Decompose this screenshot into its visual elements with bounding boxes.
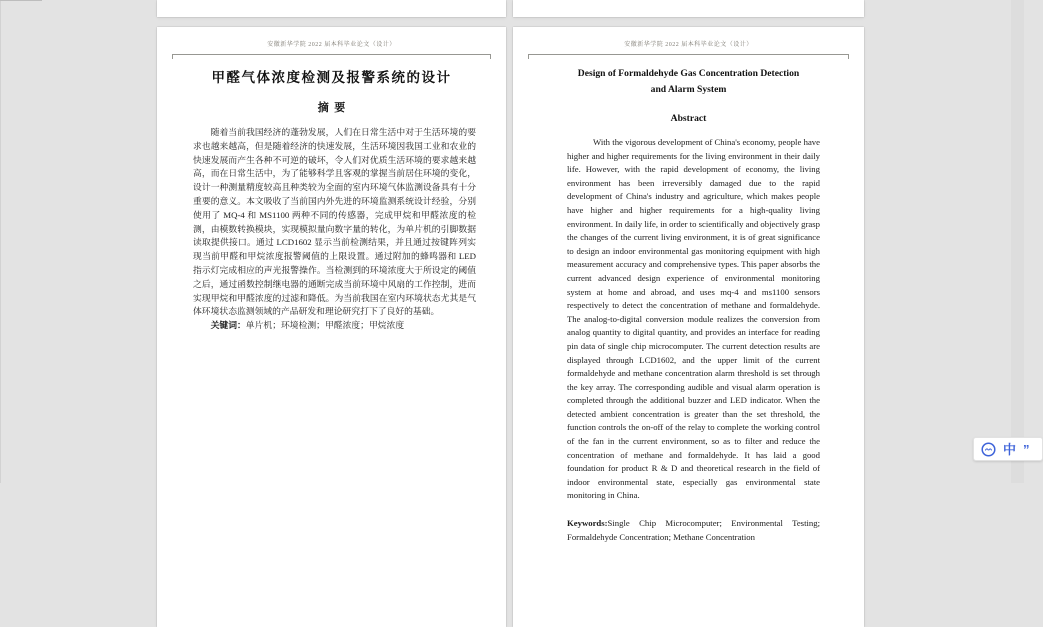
- thesis-title-english[interactable]: Design of Formaldehyde Gas Concentration Detection and Alarm System: [577, 68, 800, 95]
- abstract-body-chinese[interactable]: [193, 126, 476, 319]
- previous-page-left-bottom[interactable]: [157, 0, 506, 17]
- keywords-label-english: Keywords:: [567, 518, 608, 529]
- ime-status-bar[interactable]: [973, 437, 1043, 461]
- ime-logo-icon[interactable]: [981, 442, 996, 457]
- abstract-heading-chinese[interactable]: 摘 要: [317, 102, 346, 114]
- ime-mode-toggle[interactable]: 中: [1003, 441, 1017, 457]
- canvas-left-edge: [0, 0, 1, 483]
- canvas-right-edge: [1011, 0, 1024, 483]
- abstract-heading-english[interactable]: Abstract: [670, 113, 707, 124]
- keywords-value-chinese: 单片机；环境检测；甲醛浓度；甲烷浓度: [245, 320, 405, 331]
- previous-page-right-bottom[interactable]: [513, 0, 864, 17]
- abstract-paragraph-english[interactable]: With the vigorous development of China's economy, people have higher and higher requirements for the living environment in their daily life. However, with the rapid development of economy, the living environment has been irreversibly damaged due to the rapid development of China's industry and agriculture, which makes people have higher and higher requirements for a high-quality living environment. In daily life, in order to scientifically and objectively grasp the changes of the current living environment, it is of great significance to design an indoor environmental gas monitoring equipment with high measurement accuracy and comprehensive types. This paper absorbs the current advanced design experience of environmental monitoring system at home and abroad, and uses mq-4 and ms1100 sensors respectively to detect the concentration of methane and formaldehyde. The analog-to-digital conversion module realizes the conversion from analog quantity to digital quantity, and provides an interface for reading pin data of single chip microcomputer. The current detection results are displayed through LCD1602, and the upper limit of the current formaldehyde and methane concentration alarm threshold is set through the key array. The corresponding audible and visual alarm operation is completed through the additional buzzer and LED indicator. When the detected ambient concentration is greater than the set threshold, the function controls the on-off of the relay to complete the working control of the fan in the current environment, so as to filter and reduce the concentration of methane and formaldehyde. It has laid a good foundation for product R & D and theoretical research in the field of indoor environmental state, especially gas environmental state monitoring in China.: [567, 137, 820, 501]
- ime-punctuation-icon[interactable]: ”: [1023, 441, 1030, 457]
- keywords-label-chinese: 关键词：: [210, 320, 246, 331]
- abstract-paragraph-chinese[interactable]: 随着当前我国经济的蓬勃发展，人们在日常生活中对于生活环境的要求也越来越高，但是随着经济的快速发展，生活环境因我国工业和农业的快速发展而产生各种不可逆的破坏，令人们对优质生活环境的要求越来越高，而在日常生活中，为了能够科学且客观的掌握当前居住环境的变化，设计一种测量精度较高且种类较为全面的室内环境气体监测设备具有十分重要的意义。本文吸收了当前国内外先进的环境监测系统设计经验，分别使用了 MQ-4 和 MS1100 两种不同的传感器，完成甲烷和甲醛浓度的检测，由模数转换模块，实现模拟量向数字量的转化，为单片机的引脚数据读取提供接口。通过 LCD1602 显示当前检测结果，并且通过按键阵列实现当前甲醛和甲烷浓度报警阈值的上限设置。通过附加的蜂鸣器和 LED 指示灯完成相应的声光报警操作。当检测到的环境浓度大于所设定的阈值之后，通过函数控制继电器的通断完成当前环境中风扇的工作控制，进而实现甲烷和甲醛浓度的过滤和降低。为当前我国在室内环境状态尤其是气体环境状态监测领域的产品研发和理论研究打下了良好的基础。: [193, 127, 476, 317]
- page-header-text: 安徽新华学院 2022 届本科毕业论文（设计）: [624, 42, 753, 48]
- document-page-english-abstract[interactable]: [513, 27, 864, 627]
- document-page-chinese-abstract[interactable]: [157, 27, 506, 627]
- page-header-text: 安徽新华学院 2022 届本科毕业论文（设计）: [267, 42, 396, 48]
- thesis-title-chinese[interactable]: 甲醛气体浓度检测及报警系统的设计: [211, 70, 452, 85]
- abstract-body-english[interactable]: [567, 136, 820, 503]
- header-rule: [528, 54, 849, 55]
- toolbar-shadow-line: [0, 0, 42, 1]
- keywords-line-english[interactable]: [567, 517, 820, 544]
- keywords-value-english: Single Chip Microcomputer; Environmental Testing; Formaldehyde Concentration; Methane Concentration: [567, 518, 820, 542]
- keywords-line-chinese[interactable]: [193, 319, 476, 333]
- header-rule: [172, 54, 491, 55]
